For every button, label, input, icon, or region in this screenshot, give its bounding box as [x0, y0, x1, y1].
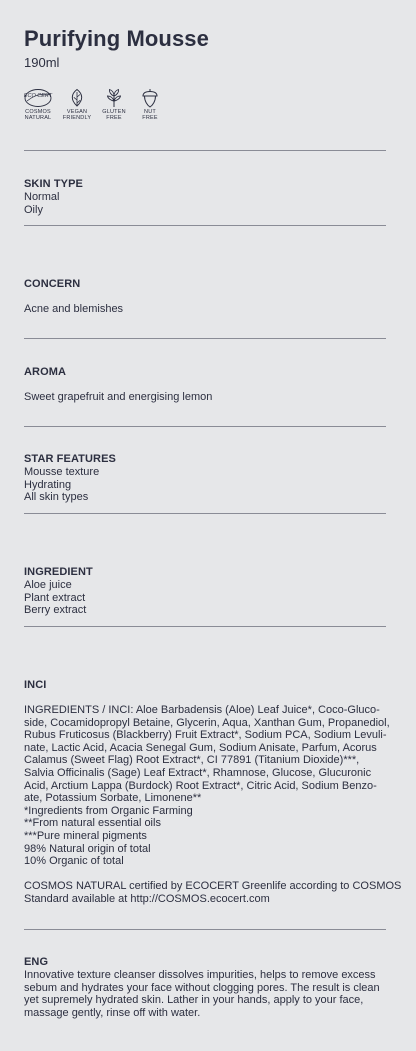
divider	[24, 150, 386, 151]
ecocert-icon	[23, 88, 53, 108]
inci-line: 10% Organic of total	[24, 855, 124, 868]
star-feature-item: All skin types	[24, 491, 89, 504]
star-feature-item: Mousse texture	[24, 466, 100, 478]
inci-certification	[24, 880, 400, 905]
badge-cosmos-natural	[21, 88, 55, 121]
divider	[24, 225, 386, 226]
certification-line: Standard available at http://COSMOS.ecocert.com	[24, 892, 270, 905]
ecocert-mark-text: ECO CERT	[23, 93, 53, 99]
wheat-icon	[104, 88, 124, 108]
concern-item: Acne and blemishes	[24, 303, 124, 315]
concern-heading: CONCERN	[24, 278, 81, 290]
eng-line: massage gently, rinse off with water.	[24, 1006, 201, 1019]
inci-line: 98% Natural origin of total	[24, 842, 151, 855]
star-features-heading: STAR FEATURES	[24, 453, 116, 465]
divider	[24, 626, 386, 627]
ingredient-item: Aloe juice	[24, 579, 72, 591]
inci-line: INGREDIENTS / INCI: Aloe Barbadensis (Aloe) Leaf Juice*, Coco-Gluco-	[24, 704, 380, 716]
skin-type-item: Oily	[24, 203, 43, 216]
product-size: 190ml	[24, 55, 60, 70]
badge-label: NUT FREE	[142, 109, 158, 121]
eng-line: yet supremely hydrated skin. Lather in your hands, apply to your face,	[24, 994, 364, 1007]
inci-text	[24, 704, 400, 868]
skin-type-item: Normal	[24, 191, 60, 203]
inci-line: Rubus Fruticosus (Blackberry) Fruit Extract*, Sodium PCA, Sodium Levuli-	[24, 729, 387, 742]
eng-line: Innovative texture cleanser dissolves impurities, helps to remove excess	[24, 969, 376, 981]
inci-heading: INCI	[24, 679, 47, 691]
aroma-heading: AROMA	[24, 366, 67, 378]
badge-label: VEGAN FRIENDLY	[62, 109, 92, 121]
badge-nut-free	[133, 88, 167, 121]
leaf-icon	[67, 88, 87, 108]
inci-line: **From natural essential oils	[24, 817, 161, 830]
aroma-item: Sweet grapefruit and energising lemon	[24, 391, 213, 403]
inci-line: *Ingredients from Organic Farming	[24, 804, 193, 817]
eng-line: sebum and hydrates your face without clogging pores. The result is clean	[24, 981, 380, 994]
inci-line: Calamus (Sweet Flag) Root Extract*, CI 77891 (Titanium Dioxide)***,	[24, 754, 360, 767]
ingredient-item: Berry extract	[24, 604, 87, 617]
product-title: Purifying Mousse	[24, 26, 209, 51]
inci-line: nate, Lactic Acid, Acacia Senegal Gum, Sodium Anisate, Parfum, Acorus	[24, 741, 377, 754]
eng-heading: ENG	[24, 956, 49, 968]
acorn-icon	[140, 88, 160, 108]
badge-vegan-friendly	[60, 88, 94, 121]
certification-badges	[24, 88, 224, 128]
inci-line: ***Pure mineral pigments	[24, 829, 147, 842]
ingredient-item: Plant extract	[24, 591, 86, 604]
star-feature-item: Hydrating	[24, 478, 72, 491]
inci-line: ate, Potassium Sorbate, Limonene**	[24, 792, 202, 805]
badge-label: GLUTEN FREE	[102, 109, 126, 121]
skin-type-heading: SKIN TYPE	[24, 178, 83, 190]
divider	[24, 338, 386, 339]
badge-label: COSMOS NATURAL	[24, 109, 52, 121]
inci-line: side, Cocamidopropyl Betaine, Glycerin, Aqua, Xanthan Gum, Propanediol,	[24, 716, 390, 729]
inci-line: Salvia Officinalis (Sage) Leaf Extract*, Rhamnose, Glucose, Glucuronic	[24, 766, 372, 779]
ingredient-heading: INGREDIENT	[24, 566, 93, 578]
divider	[24, 929, 386, 930]
eng-description	[24, 969, 400, 1019]
divider	[24, 426, 386, 427]
badge-gluten-free	[97, 88, 131, 121]
certification-line: COSMOS NATURAL certified by ECOCERT Greenlife according to COSMOS	[24, 880, 402, 892]
inci-line: Acid, Arctium Lappa (Burdock) Root Extract*, Citric Acid, Sodium Benzo-	[24, 779, 377, 792]
divider	[24, 513, 386, 514]
